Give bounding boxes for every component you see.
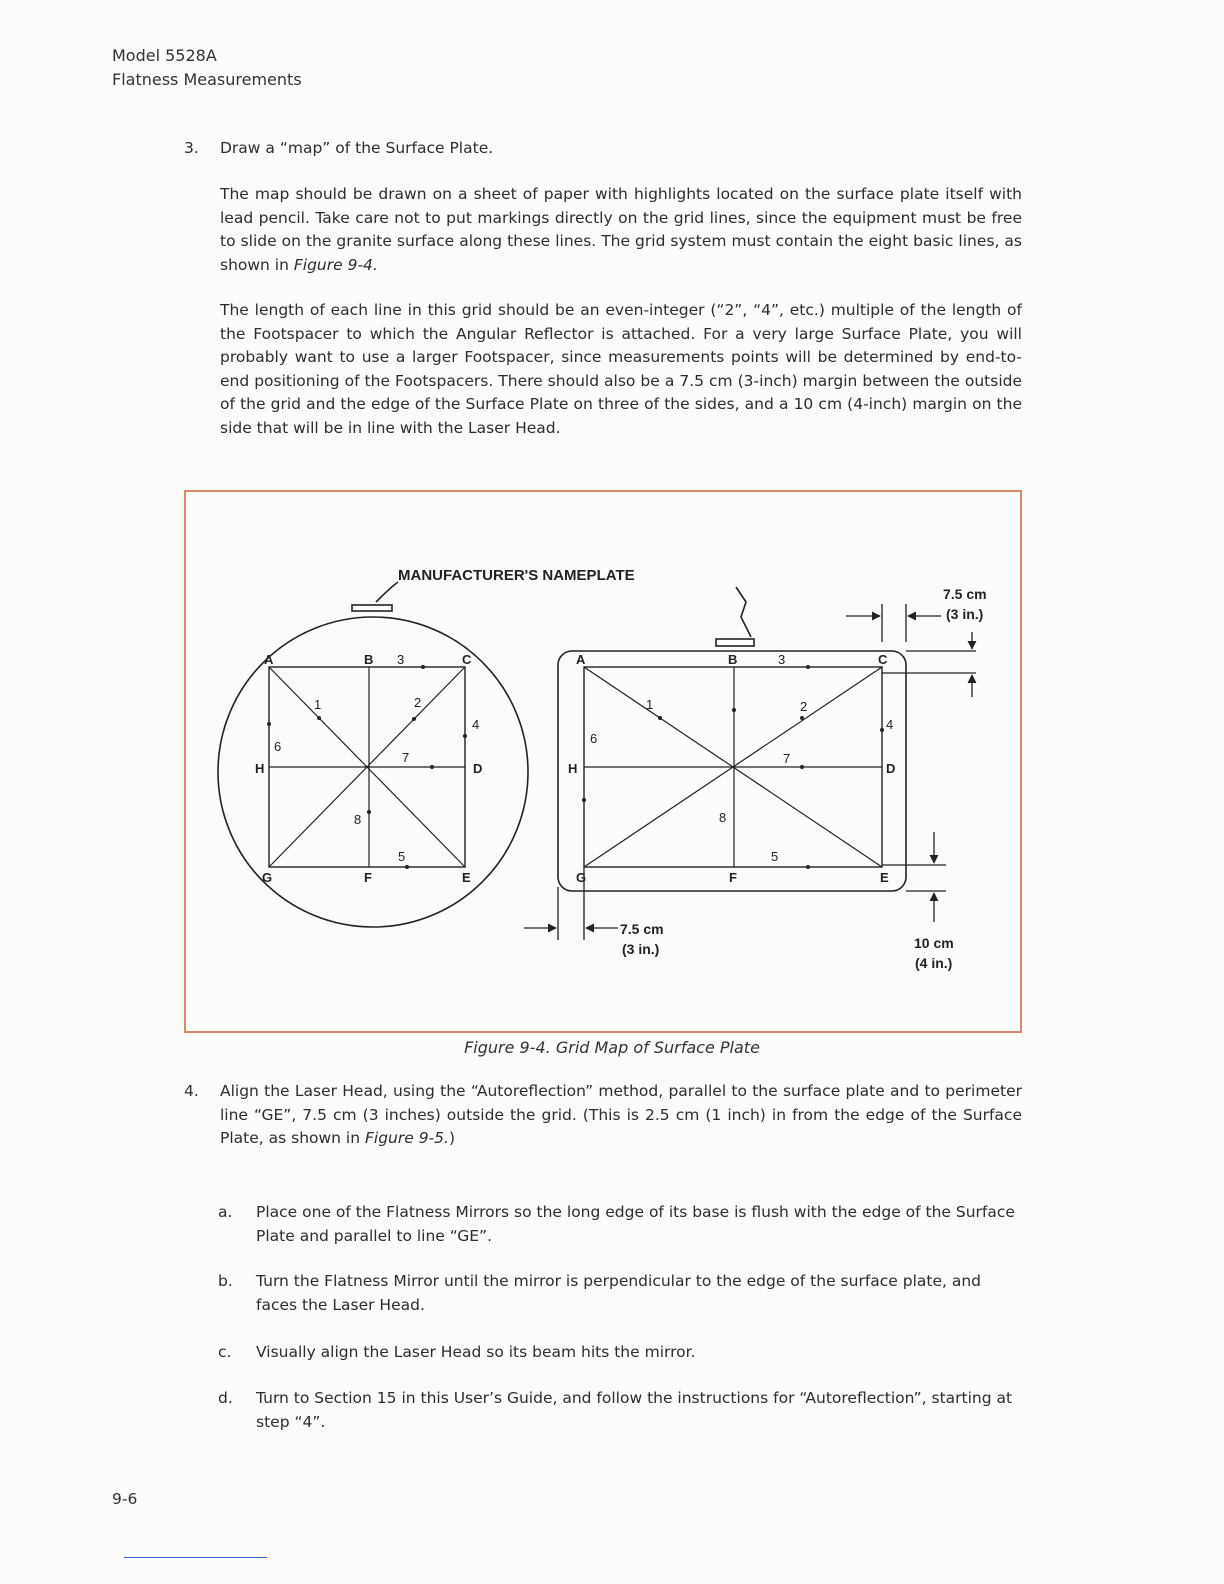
rect-line-5: 5 xyxy=(771,849,779,864)
rect-point-H: H xyxy=(568,761,578,776)
rect-point-A: A xyxy=(576,652,586,667)
rect-nameplate xyxy=(716,639,754,646)
substep-text: Place one of the Flatness Mirrors so the long edge of its base is flush with the edge of the Surface Plate and parallel to line “GE”. xyxy=(256,1203,1015,1245)
grid-map-diagram xyxy=(186,492,1020,1031)
rect-point-B: B xyxy=(728,652,738,667)
dim-bottom-in: (4 in.) xyxy=(915,955,953,971)
step-number: 3. xyxy=(184,139,199,157)
step-3-paragraph-2: The length of each line in this grid should be an even-integer (“2”, “4”, etc.) multiple of the length of the Footspacer to which the Angular Reflector is attached. For a very large Surface Plate, you will probably want to use a larger Footspacer, since measurements points will be determined by end-to-end positioning of the Footspacers. There should also be a 7.5 cm (3-inch) margin between the outside of the grid and the edge of the Surface Plate on three of the sides, and a 10 cm (4-inch) margin on the side that will be in line with the Laser Head. xyxy=(220,301,1022,437)
step-title: Draw a “map” of the Surface Plate. xyxy=(220,139,494,157)
footer-rule xyxy=(124,1557,267,1558)
step-4 xyxy=(184,1080,1022,1151)
dim-top-in: (3 in.) xyxy=(946,606,984,622)
running-header xyxy=(112,44,302,92)
round-line-1: 1 xyxy=(314,697,322,712)
round-point-H: H xyxy=(255,761,265,776)
dim-bottom-cm: 10 cm xyxy=(914,935,954,951)
round-line-1-arrow xyxy=(317,716,321,720)
round-line-5: 5 xyxy=(398,849,406,864)
step-3-paragraph-1 xyxy=(220,183,1022,277)
round-line-2: 2 xyxy=(414,695,422,710)
substep-b xyxy=(218,1270,1022,1317)
model-title: Model 5528A xyxy=(112,46,217,65)
rect-line-1-arrow xyxy=(658,716,662,720)
step-number: 4. xyxy=(184,1082,199,1100)
round-line-4-arrow xyxy=(463,734,467,738)
round-line-5-arrow xyxy=(405,865,409,869)
round-line-2-arrow xyxy=(412,717,416,721)
rect-line-5-arrow xyxy=(806,865,810,869)
rect-point-E: E xyxy=(880,870,889,885)
rect-point-G: G xyxy=(576,870,587,885)
rect-line-2-arrow xyxy=(800,716,804,720)
rect-plate-outline xyxy=(558,651,906,891)
rect-line-3: 3 xyxy=(778,652,786,667)
rect-point-F: F xyxy=(729,870,737,885)
round-line-8-arrow xyxy=(367,810,371,814)
section-title: Flatness Measurements xyxy=(112,70,302,89)
round-point-F: F xyxy=(364,870,372,885)
nameplate-label: MANUFACTURER'S NAMEPLATE xyxy=(398,567,635,584)
round-point-B: B xyxy=(364,652,374,667)
round-point-E: E xyxy=(462,870,471,885)
closing-paren: ) xyxy=(448,1129,456,1147)
substep-letter: b. xyxy=(218,1272,233,1290)
rect-line-7-arrow xyxy=(800,765,804,769)
round-line-6-arrow xyxy=(267,722,271,726)
round-point-C: C xyxy=(462,652,472,667)
rect-line-3-arrow xyxy=(806,665,810,669)
substep-d xyxy=(218,1387,1022,1434)
nameplate-leader-right xyxy=(736,587,751,637)
rect-line-6: 6 xyxy=(590,731,598,746)
rect-point-C: C xyxy=(878,652,888,667)
round-nameplate xyxy=(352,605,392,611)
substep-a xyxy=(218,1201,1022,1248)
figure-frame xyxy=(184,490,1022,1033)
round-line-7: 7 xyxy=(402,750,410,765)
substep-letter: d. xyxy=(218,1389,233,1407)
substep-letter: a. xyxy=(218,1203,233,1221)
rect-line-1: 1 xyxy=(646,697,654,712)
nameplate-leader-left xyxy=(376,582,398,602)
page-number: 9-6 xyxy=(112,1490,138,1508)
figure-reference: Figure 9-4. xyxy=(293,255,378,274)
round-line-7-arrow xyxy=(430,765,434,769)
rect-line-6-arrow xyxy=(582,798,586,802)
dim-left-cm: 7.5 cm xyxy=(620,921,664,937)
substep-text: Turn the Flatness Mirror until the mirror is perpendicular to the edge of the surface plate, and faces the Laser Head. xyxy=(256,1272,982,1314)
rect-point-D: D xyxy=(886,761,896,776)
rect-line-4: 4 xyxy=(886,717,894,732)
dim-top-cm: 7.5 cm xyxy=(943,586,987,602)
figure-caption: Figure 9-4. Grid Map of Surface Plate xyxy=(464,1038,760,1057)
round-line-6: 6 xyxy=(274,739,282,754)
round-line-4: 4 xyxy=(472,717,480,732)
rect-line-4-arrow xyxy=(880,728,884,732)
rect-line-8-arrow xyxy=(732,708,736,712)
round-line-3-arrow xyxy=(421,665,425,669)
substep-text: Visually align the Laser Head so its beam hits the mirror. xyxy=(256,1343,696,1361)
substep-c xyxy=(218,1341,1022,1365)
dim-left-in: (3 in.) xyxy=(622,941,660,957)
rect-line-2: 2 xyxy=(800,699,808,714)
substep-text: Turn to Section 15 in this User’s Guide, and follow the instructions for “Autoreflection”, starting at step “4”. xyxy=(256,1389,1013,1431)
round-point-A: A xyxy=(264,652,274,667)
step-4-text: Align the Laser Head, using the “Autoreflection” method, parallel to the surface plate and to perimeter line “GE”, 7.5 cm (3 inches) outside the grid. (This is 2.5 cm (1 inch) in from the edge of the Surface Plate, as shown in xyxy=(220,1082,1022,1147)
rect-line-8: 8 xyxy=(719,810,727,825)
paragraph-text: The map should be drawn on a sheet of paper with highlights located on the surface plate itself with lead pencil. Take care not to put markings directly on the grid lines, since the equipment must be free to slide on the granite surface along these lines. The grid system must contain the eight basic lines, as shown in xyxy=(220,185,1022,274)
round-point-G: G xyxy=(262,870,273,885)
figure-reference: Figure 9-5. xyxy=(365,1129,449,1147)
substep-letter: c. xyxy=(218,1343,232,1361)
step-3 xyxy=(184,137,494,161)
round-point-D: D xyxy=(473,761,483,776)
round-line-8: 8 xyxy=(354,812,362,827)
rect-line-7: 7 xyxy=(783,751,791,766)
round-line-3: 3 xyxy=(397,652,405,667)
